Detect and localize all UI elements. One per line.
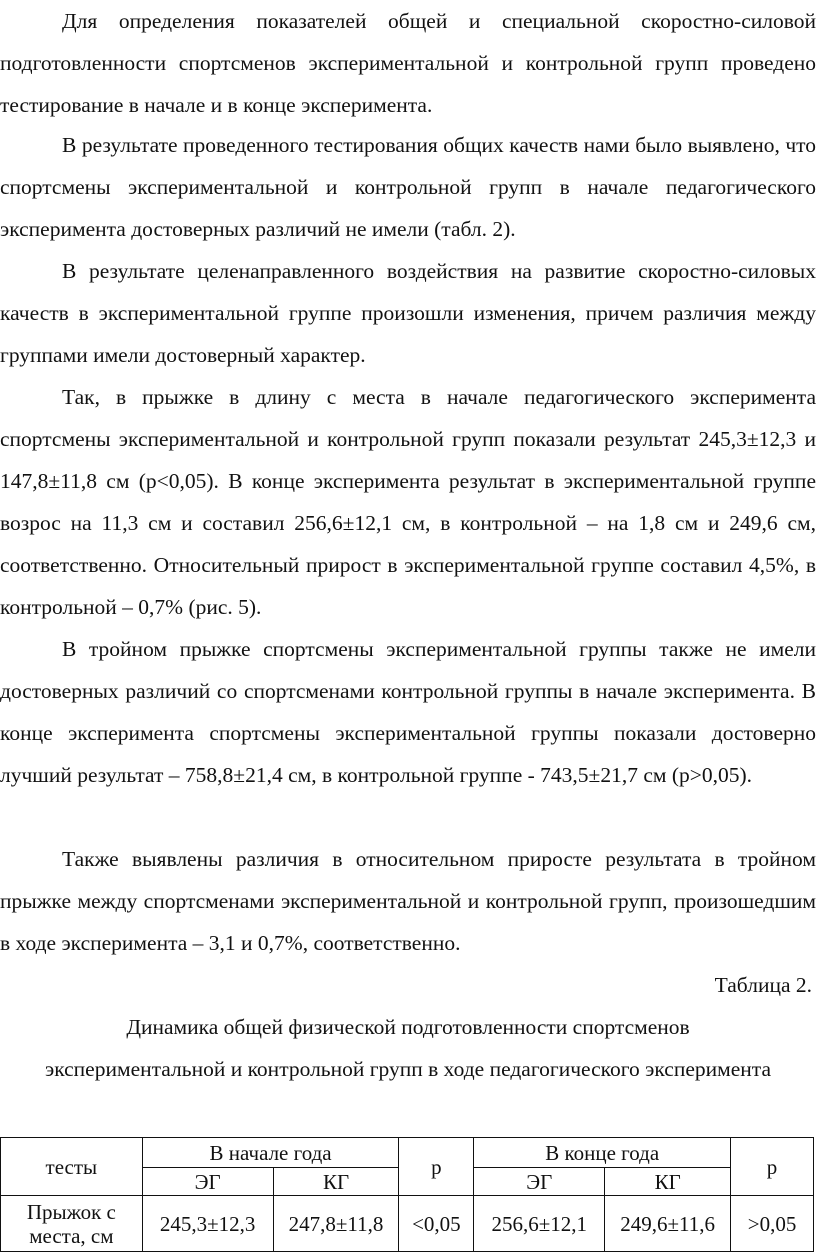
paragraph-2: В результате проведенного тестирования общих качеств нами было выявлено, что спортсмены экспериментальной и контрольной групп в начале педагогического эксперимента достоверных различий не имели (табл. 2). (0, 133, 816, 241)
header-end-kg: КГ (605, 1168, 731, 1196)
cell-p-end: >0,05 (731, 1196, 814, 1252)
table-row (1, 1196, 814, 1252)
cell-end-eg: 256,6±12,1 (474, 1196, 605, 1252)
paragraph-5: В тройном прыжке спортсмены экспериментальной группы также не имели достоверных различий со спортсменами контрольной группы в начале эксперимента. В конце эксперимента спортсмены экспериментальной группы показали достоверно лучший результат – 758,8±21,4 см, в контрольной группе - 743,5±21,7 см (р>0,05). (0, 637, 816, 787)
cell-start-eg: 245,3±12,3 (142, 1196, 273, 1252)
header-p-end: р (731, 1138, 814, 1196)
header-start-kg: КГ (273, 1168, 399, 1196)
header-start-year: В начале года (142, 1138, 399, 1168)
table-label: Таблица 2. (714, 973, 812, 997)
cell-end-kg: 249,6±11,6 (605, 1196, 731, 1252)
cell-p-start: <0,05 (399, 1196, 474, 1252)
header-end-eg: ЭГ (474, 1168, 605, 1196)
cell-test-name: Прыжок с места, см (1, 1196, 143, 1252)
paragraph-6: Также выявлены различия в относительном приросте результата в тройном прыжке между спортсменами экспериментальной и контрольной групп, произошедшим в ходе эксперимента – 3,1 и 0,7%, соответственно. (0, 847, 816, 955)
header-p-start: р (399, 1138, 474, 1196)
paragraph-1: Для определения показателей общей и специальной скоростно-силовой подготовленности спортсменов экспериментальной и контрольной групп проведено тестирование в начале и в конце эксперимента. (0, 9, 816, 117)
table-header-row-1 (1, 1138, 814, 1168)
cell-start-kg: 247,8±11,8 (273, 1196, 399, 1252)
header-end-year: В конце года (474, 1138, 731, 1168)
table-title: Динамика общей физической подготовленности спортсменов экспериментальной и контрольной групп в ходе педагогического эксперимента (45, 1015, 771, 1081)
header-tests: тесты (1, 1138, 143, 1196)
paragraph-3: В результате целенаправленного воздействия на развитие скоростно-силовых качеств в экспериментальной группе произошли изменения, причем различия между группами имели достоверный характер. (0, 259, 816, 367)
paragraph-4: Так, в прыжке в длину с места в начале педагогического эксперимента спортсмены экспериментальной и контрольной групп показали результат 245,3±12,3 и 147,8±11,8 см (р<0,05). В конце эксперимента результат в экспериментальной группе возрос на 11,3 см и составил 256,6±12,1 см, в контрольной – на 1,8 см и 249,6 см, соответственно. Относительный прирост в экспериментальной группе составил 4,5%, в контрольной – 0,7% (рис. 5). (0, 385, 816, 619)
header-start-eg: ЭГ (142, 1168, 273, 1196)
results-table (0, 1137, 814, 1252)
